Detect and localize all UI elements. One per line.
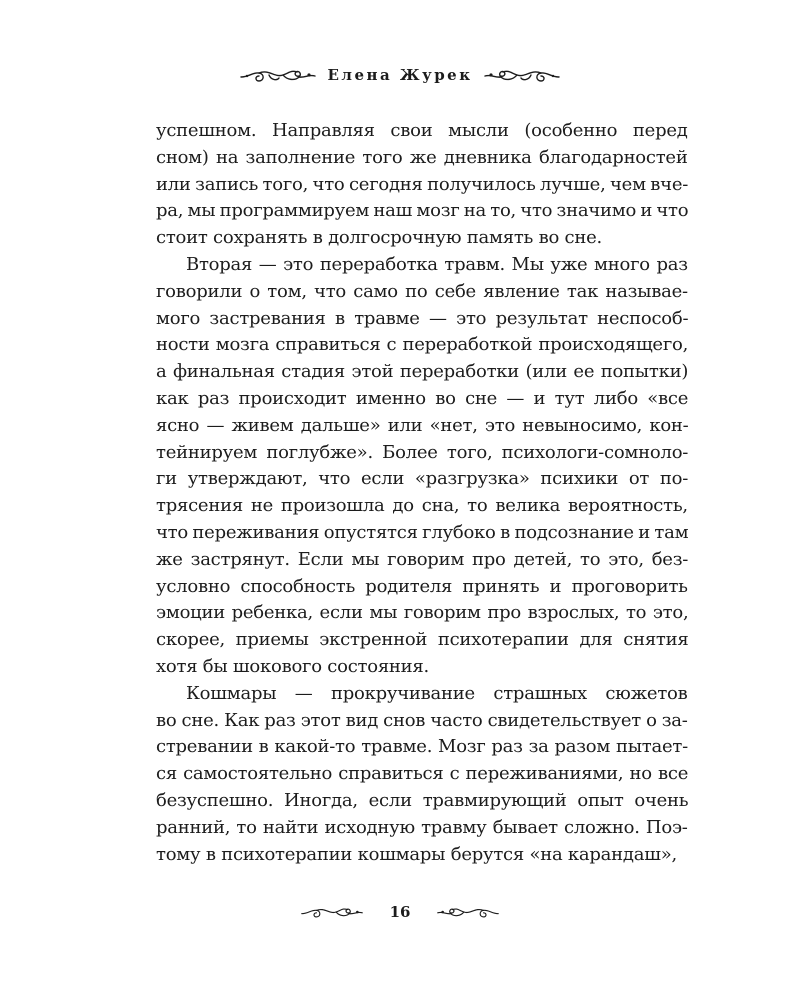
text-line: как раз происходит именно во сне — и тут либо «все [156, 387, 689, 409]
text-line: что переживания опустятся глубоко в подсознание и там [156, 521, 689, 543]
text-line: скорее, приемы экстренной психотерапии для снятия [156, 629, 689, 651]
text-line: или запись того, что сегодня получилось лучше, чем вче- [156, 173, 689, 195]
text-line: ранний, то найти исходную травму бывает сложно. Поэ- [156, 816, 688, 838]
text-line: стоит сохранять в долгосрочную память во сне. [156, 227, 602, 249]
scroll-ornament-left-icon [239, 64, 317, 86]
text-line: условно способность родителя принять и проговорить [156, 575, 688, 597]
paragraph [156, 681, 688, 869]
text-line: же застрянут. Если мы говорим про детей, то это, без- [156, 548, 689, 570]
scroll-ornament-right-icon [483, 64, 561, 86]
scroll-ornament-footer-right-icon [436, 903, 500, 921]
text-line: ра, мы программируем наш мозг на то, что значимо и что [156, 200, 689, 222]
text-line: эмоции ребенка, если мы говорим про взрослых, то это, [156, 602, 689, 624]
text-line: Вторая — это переработка травм. Мы уже много раз [186, 253, 688, 275]
text-line: мого застревания в травме — это результат неспособ- [156, 307, 689, 329]
text-line: тому в психотерапии кошмары берутся «на карандаш», [156, 843, 677, 865]
text-line: а финальная стадия этой переработки (или ее попытки) [156, 361, 689, 383]
text-line: сном) на заполнение того же дневника благодарностей [156, 146, 688, 168]
text-line: успешном. Направляя свои мысли (особенно перед [156, 120, 688, 141]
scroll-ornament-footer-left-icon [300, 903, 364, 921]
paragraph [156, 118, 688, 252]
running-title: Елена Журек [327, 66, 473, 84]
text-line: говорили о том, что само по себе явление так называе- [156, 280, 688, 302]
page-footer [0, 900, 800, 924]
paragraph [156, 252, 688, 681]
text-line: безуспешно. Иногда, если травмирующий опыт очень [156, 789, 689, 811]
running-header [0, 62, 800, 88]
text-line: ясно — живем дальше» или «нет, это невыносимо, кон- [156, 414, 689, 436]
text-line: хотя бы шокового состояния. [156, 655, 429, 677]
text-line: трясения не произошла до сна, то велика вероятность, [156, 495, 688, 517]
text-line: ся самостоятельно справиться с переживаниями, но все [156, 763, 689, 785]
body-text [156, 118, 688, 868]
text-line: тейнируем поглубже». Более того, психологи-сомноло- [156, 441, 689, 463]
text-line: во сне. Как раз этот вид снов часто свидетельствует о за- [156, 709, 688, 731]
text-line: ги утверждают, что если «разгрузка» психики от по- [156, 468, 689, 490]
page-number: 16 [389, 903, 411, 921]
text-line: стревании в какой-то травме. Мозг раз за разом пытает- [156, 736, 688, 758]
text-line: Кошмары — прокручивание страшных сюжетов [186, 682, 688, 704]
text-line: ности мозга справиться с переработкой происходящего, [156, 334, 689, 356]
